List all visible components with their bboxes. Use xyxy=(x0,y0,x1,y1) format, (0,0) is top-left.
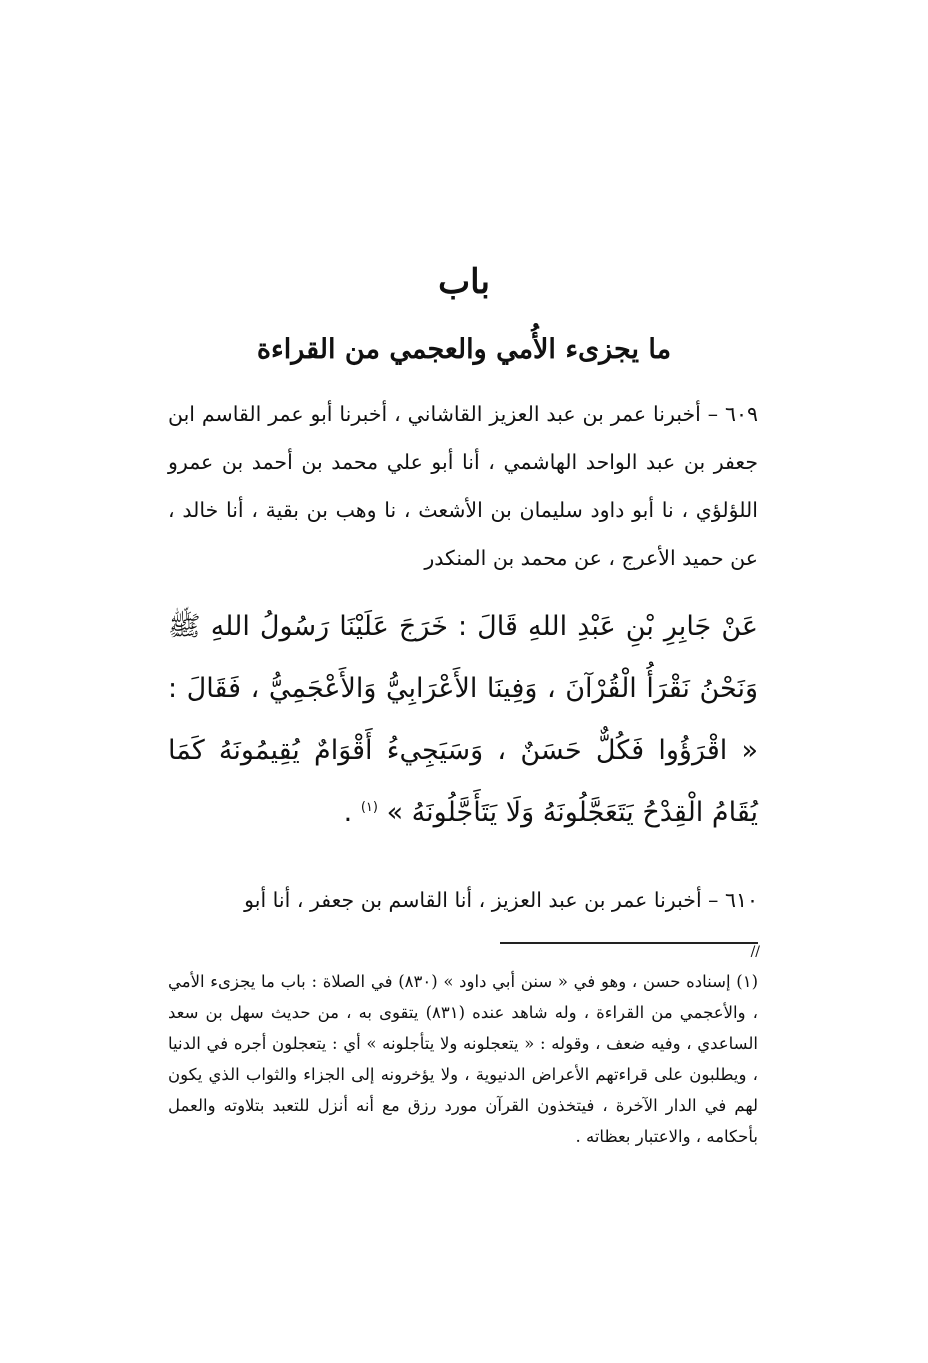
footnote-separator xyxy=(500,942,758,944)
hadith-body: عَنْ جَابِرِ بْنِ عَبْدِ اللهِ قَالَ : خَرَجَ عَلَيْنَا رَسُولُ اللهِ ﷺ وَنَحْنُ نَقْرَأُ الْقُرْآنَ ، وَفِينَا الأَعْرَابِيُّ وَالأَعْجَمِيُّ ، فَقَالَ : « اقْرَؤُوا فَكُلٌّ حَسَنٌ ، وَسَيَجِيءُ أَقْوَامٌ يُقِيمُونَهُ كَمَا يُقَامُ الْقِدْحُ يَتَعَجَّلُونَهُ وَلَا يَتَأَجَّلُونَهُ » xyxy=(168,611,758,828)
footnote-separator-mark: // xyxy=(750,944,760,960)
hadith-610-isnad: ٦١٠ – أخبرنا عمر بن عبد العزيز ، أنا القاسم بن جعفر ، أنا أبو xyxy=(244,888,758,912)
footnote-reference: (١) xyxy=(360,800,378,815)
chapter-title: ما يجزىء الأُمي والعجمي من القراءة xyxy=(256,334,672,365)
hadith-609-text xyxy=(168,596,758,844)
hadith-end-punctuation: . xyxy=(343,797,361,828)
chapter-label: باب xyxy=(438,262,490,302)
hadith-609-isnad: ٦٠٩ – أخبرنا عمر بن عبد العزيز القاشاني ، أخبرنا أبو عمر القاسم ابن جعفر بن عبد الواحد الهاشمي ، أنا أبو علي محمد بن أحمد بن عمرو اللؤلؤي ، نا أبو داود سليمان بن الأشعث ، نا وهب بن بقية ، أنا خالد ، عن حميد الأعرج ، عن محمد بن المنكدر xyxy=(168,402,758,570)
footnote-1: (١) إسناده حسن ، وهو في « سنن أبي داود » (٨٣٠) في الصلاة : باب ما يجزىء الأمي ، والأعجمي من القراءة ، وله شاهد عنده (٨٣١) يتقوى به ، من حديث سهل بن سعد الساعدي ، وفيه ضعف ، وقوله : « يتعجلونه ولا يتأجلونه » أي : يتعجلون أجره في الدنيا ، ويطلبون على قراءتهم الأعراض الدنيوية ، ولا يؤخرونه إلى الجزاء والثواب الذي يكون لهم في الدار الآخرة ، فيتخذون القرآن مورد رزق مع أنه أنزل للتعبد بتلاوته والعمل بأحكامه ، والاعتبار بعظاته . xyxy=(168,972,758,1146)
